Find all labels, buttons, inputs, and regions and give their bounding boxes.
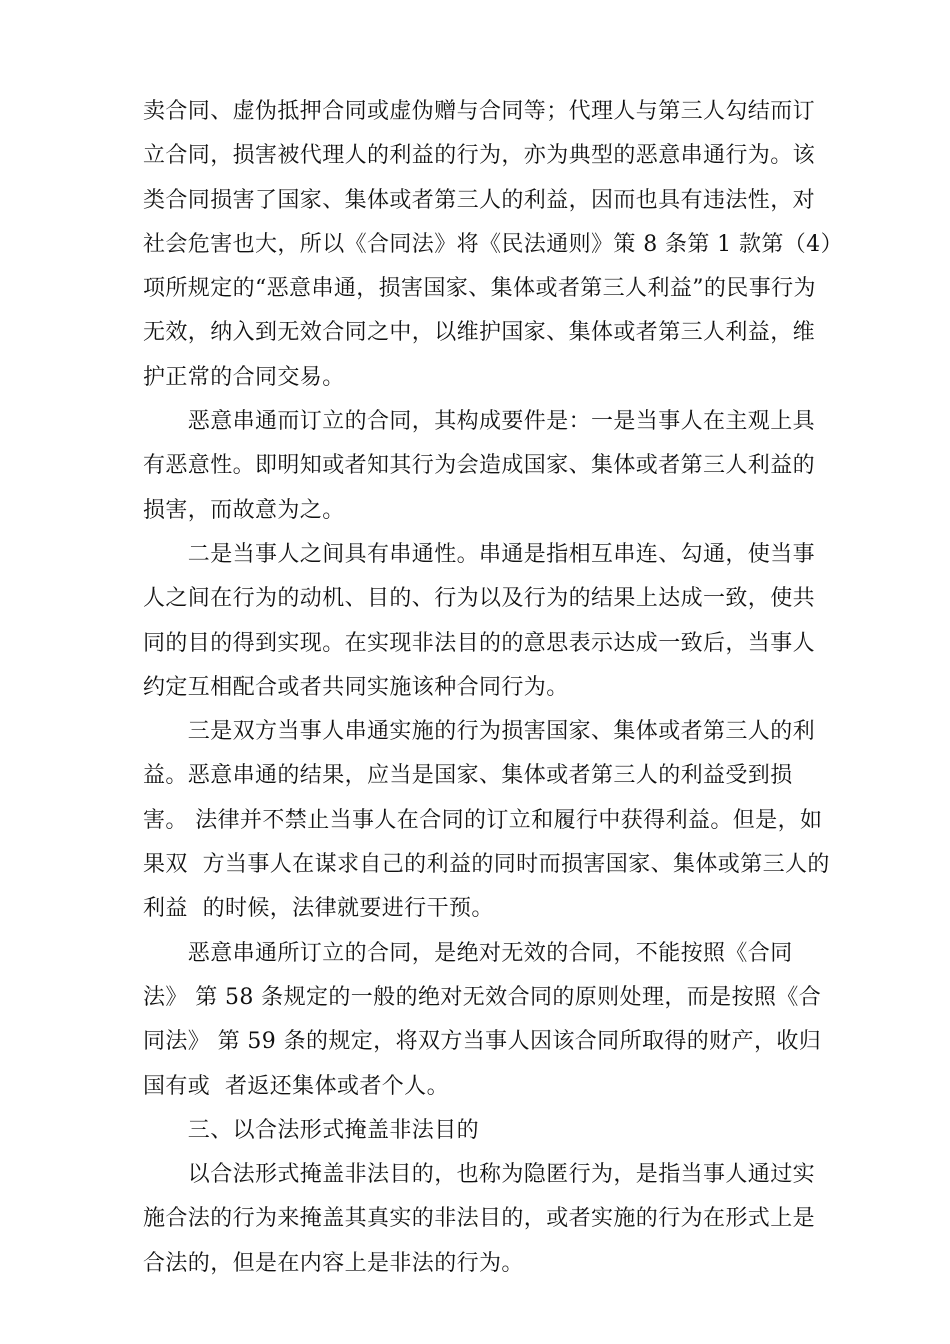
- section-heading: 三、以合法形式掩盖非法目的: [143, 1117, 480, 1143]
- text-line: 益。恶意串通的结果，应当是国家、集体或者第三人的利益受到损: [143, 763, 793, 789]
- text-line: 国有或 者返还集体或者个人。: [143, 1073, 449, 1099]
- text-line: 人之间在行为的动机、目的、行为以及行为的结果上达成一致，使共: [143, 586, 816, 612]
- text-line: 果双 方当事人在谋求自己的利益的同时而损害国家、集体或第三人的: [143, 852, 830, 878]
- text-line: 利益 的时候，法律就要进行干预。: [143, 896, 494, 922]
- text-line: 护正常的合同交易。: [143, 364, 345, 390]
- text-line: 恶意串通所订立的合同，是绝对无效的合同，不能按照《合同: [143, 940, 793, 966]
- text-line: 二是当事人之间具有串通性。串通是指相互串连、勾通，使当事: [143, 541, 816, 567]
- text-line: 约定互相配合或者共同实施该种合同行为。: [143, 674, 569, 700]
- text-line: 法》 第 58 条规定的一般的绝对无效合同的原则处理，而是按照《合: [143, 984, 822, 1010]
- text-line: 恶意串通而订立的合同，其构成要件是：一是当事人在主观上具: [143, 409, 816, 435]
- text-line: 立合同，损害被代理人的利益的行为，亦为典型的恶意串通行为。该: [143, 143, 816, 169]
- text-line: 同法》 第 59 条的规定，将双方当事人因该合同所取得的财产，收归: [143, 1029, 822, 1055]
- text-line: 三是双方当事人串通实施的行为损害国家、集体或者第三人的利: [143, 719, 816, 745]
- text-line: 无效，纳入到无效合同之中，以维护国家、集体或者第三人利益，维: [143, 320, 816, 346]
- text-line: 合法的，但是在内容上是非法的行为。: [143, 1250, 524, 1276]
- text-line: 卖合同、虚伪抵押合同或虚伪赠与合同等；代理人与第三人勾结而订: [143, 99, 816, 124]
- text-line: 有恶意性。即明知或者知其行为会造成国家、集体或者第三人利益的: [143, 453, 816, 479]
- document-body: [143, 90, 843, 1286]
- text-line: 同的目的得到实现。在实现非法目的的意思表示达成一致后，当事人: [143, 630, 816, 656]
- text-line: 以合法形式掩盖非法目的，也称为隐匿行为，是指当事人通过实: [143, 1162, 816, 1188]
- text-line: 损害，而故意为之。: [143, 497, 345, 523]
- text-line: 项所规定的“恶意串通，损害国家、集体或者第三人利益”的民事行为: [143, 276, 816, 302]
- text-line: 害。 法律并不禁止当事人在合同的订立和履行中获得利益。但是，如: [143, 807, 823, 833]
- text-line: 类合同损害了国家、集体或者第三人的利益，因而也具有违法性，对: [143, 187, 816, 213]
- text-line: 社会危害也大，所以《合同法》将《民法通则》策 8 条第 1 款第（4）: [143, 231, 843, 257]
- text-line: 施合法的行为来掩盖其真实的非法目的，或者实施的行为在形式上是: [143, 1206, 816, 1232]
